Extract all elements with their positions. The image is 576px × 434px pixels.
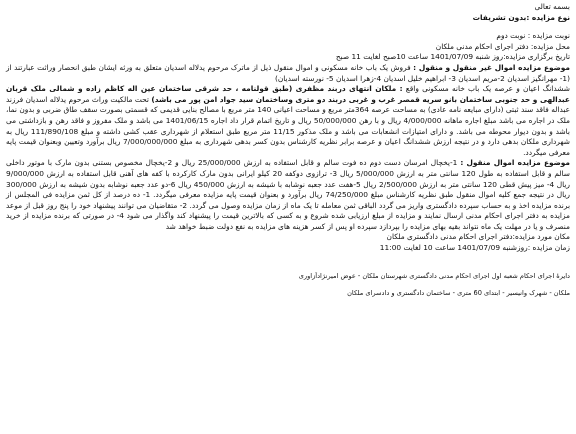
movables-paragraph xyxy=(6,158,570,232)
subject-text: فروش یک باب خانه مسکونی و اموال منقول ذیل از ماترک مرحوم یدلاله اسدیان متعلق به ورثه ایشان طبق انحصار وراثت عبارتند از (1- مهرانگیز اسدیان 2-مریم اسدیان 3- ابراهیم خلیل اسدیان 4-زهرا اسدیان 5- نورسته اسدیان) xyxy=(6,62,570,83)
property-paragraph xyxy=(6,84,570,158)
movables-text: 1-یخچال امرسان دست دوم ده فوت سالم و قابل استفاده به ارزش 25/000/000 ریال و 2-یخچال مخصوص بستنی بدون مارک با موتور داخلی سالم و قابل استفاده به طول 120 سانتی متر به ارزش 5/000/000 ریال 3- ترازوی دوکفه 20 کیلو ایرانی بدون مارک کارکرده با کفه های آهنی قابل استفاده به ارزش 9/000/000 ریال 4- میز پیش قطی 120 سانتی متر به ارزش 2/500/000 ریال 5-هفت عدد جعبه نوشابه با شیشه به ارزش 450/000 ریال 6-دو عدد جعبه نوشابه بدون شیشه به ارزش 300/000 ریال در نتیجه جمع کلیه اموال منقول طبق نظریه کارشناس مبلغ 74/250/000 ریال برآورد و بعنوان قیمت پایه مزایده معرفی میگردد. 1- ده درصد از کل ثمن مزایده فی المجلس از برنده مزایده اخذ و به حساب سپرده دادگستری واریز می گردد الباقی ثمن معامله تا یک ماه از زمان مزایده وصول می گردد. 2- متقاضیان می توانند پیشنهاد خود را پنج روز قبل از موعد مزایده به دفتر اجرای احکام مدنی ارسال نمایند و مزایده از مبلغ ارزیابی شده شروع و به کسی که بالاترین قیمت را پیشنهاد کند واگذار می شود 4- در صورتی که برنده مزایده از خرید منصرف و یا در مهلت یک ماه نتواند بقیه بهای مزایده را بپردازد سپرده او پس از کسر هزینه های مزایده به نفع دولت ضبط خواهد شد xyxy=(6,158,571,231)
spacer xyxy=(6,23,570,31)
property-location: : ملکان انتهای دربند مظفری (طبق قولنامه ، حد شرقی ساختمان عین اله کاظم زاده و شمالی ملک قربان عبدالهی و حد جنوبی ساختمان بانو سریه قمصر غرب و غربی دربند دو متری وساختمان سید جواد امن پور می باشد) xyxy=(6,84,570,104)
property-details: تحت مالکیت وراث مرحوم یدلاله اسدیان فرزند عبداله فاقد سند ثبتی (دارای مبایعه نامه عادی) به مساحت عرصه 364متر مربع و مساحت اعیانی 140 متر مربع با مصالح بنایی قدیمی که قسمتی بصورت سقف طاق ضربی و بدون نما، ملک در اجاره می باشد مبلغ اجاره ماهانه 4/000/000 ریال و با رهن 50/000/000 ریال و تاریخ اتمام قرار داد اجاره 1401/06/15 می باشد و ملک مفروز و فاقد رهن و بازداشتی می باشد و بدون دیوار محوطه می باشد. و دارای امتیازات انشعابات می باشد و ملک مذکور 11/15 متر مربع طبق استعلام از شهرداری عقب کشی داشته و مبلغ 111/890/108 ریال به شهرداری ملکان بدهی دارد و در نتیجه ارزش ششدانگ اعیان و عرصه برابر نظریه کارشناس بدون کسر بدهی شهرداری به مبلغ 7/000/000/000 ریال برآورد وتعیین وبعنوان قیمت پایه معرفی میگردد. xyxy=(6,94,570,157)
office-address: ملکان - شهرک وانیسیر - ابتدای 60 متری - ساختمان دادگستری و دادسرای ملکان xyxy=(347,289,570,298)
issuing-office: دایرۀ اجرای احکام شعبه اول اجرای احکام مدنی دادگستری شهرستان ملکان - عوض امیرنژادآزاوری xyxy=(298,271,570,280)
auction-date: تاریخ برگزاری مزایده:روز شنبه 1401/07/09 ساعت 10صبح لغایت 11 صبح xyxy=(335,52,570,62)
subject-lead: موضوع مزایده اموال غیر منقول و منقول : xyxy=(413,62,570,72)
spacer xyxy=(6,254,570,272)
property-intro: ششدانگ اعیان و عرصه یک باب خانه مسکونی واقع xyxy=(405,84,570,94)
auction-venue: محل مزایده: دفتر اجرای احکام مدنی ملکان xyxy=(435,41,570,51)
basmala: بسمه تعالی xyxy=(534,2,570,11)
auction-time: زمان مزایده :روزشنبه 1401/07/09 ساعت 10 لغایت 11:00 xyxy=(379,243,570,253)
spacer xyxy=(6,281,570,289)
auction-turn: نوبت مزایده : نوبت دوم xyxy=(496,31,570,41)
subject-paragraph xyxy=(6,63,570,84)
auction-type: نوع مزایده :بدون تشریفات xyxy=(472,12,570,22)
auction-place: مکان مورد مزایده:دفتر اجرای احکام مدنی دادگستری ملکان xyxy=(386,232,570,242)
movables-lead: موضوع مزایده اموال منقول : xyxy=(460,158,570,168)
